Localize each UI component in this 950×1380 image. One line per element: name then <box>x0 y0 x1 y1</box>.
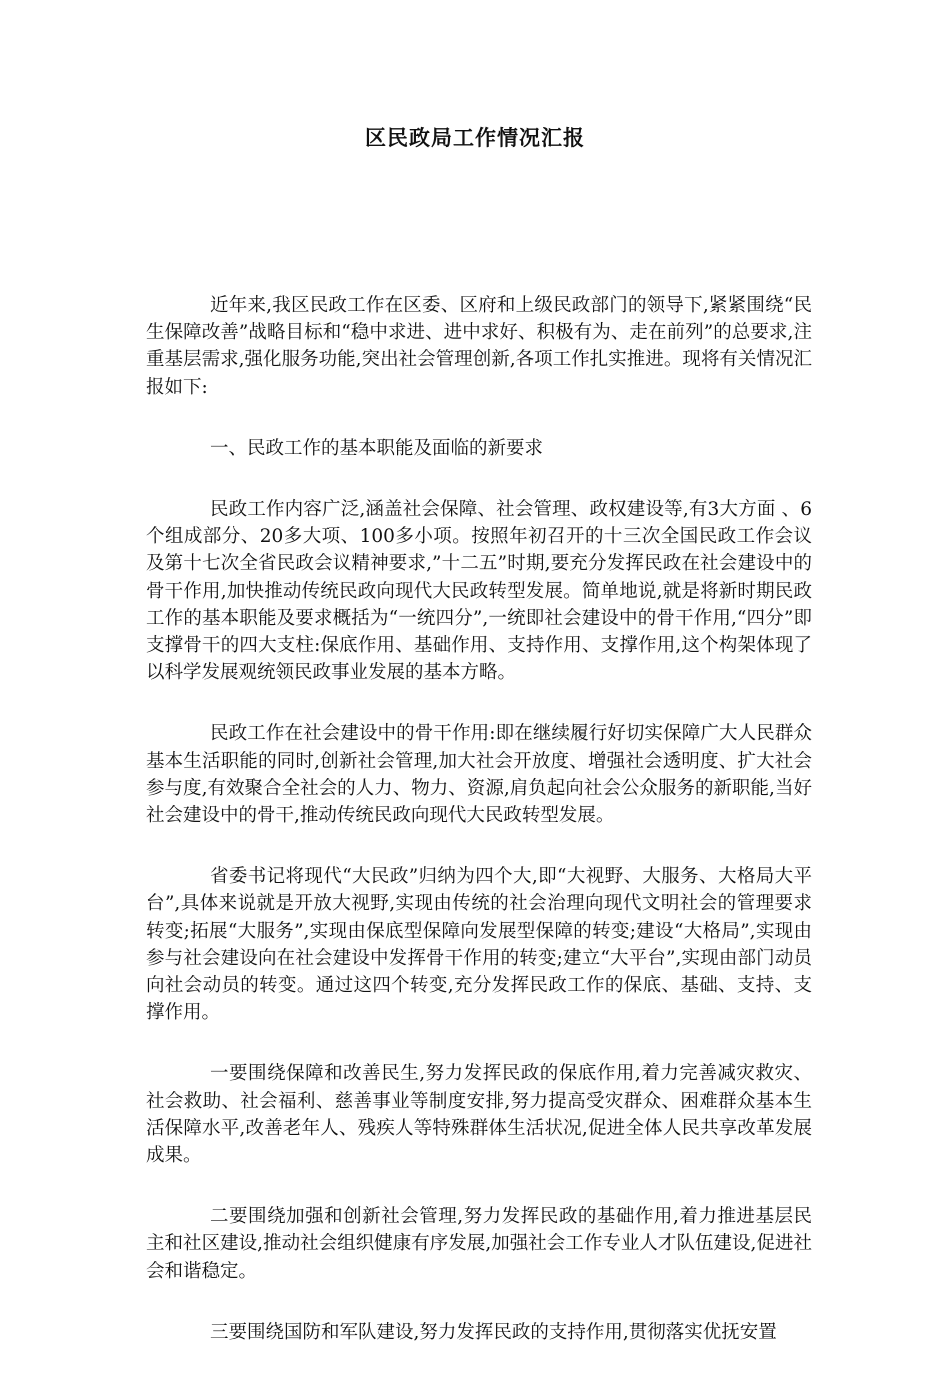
body-paragraph: 一要围绕保障和改善民生,努力发挥民政的保底作用,着力完善减灾救灾、社会救助、社会福利、慈善事业等制度安排,努力提高受灾群众、困难群众基本生活保障水平,改善老年人、残疾人等特殊群体生活状况,促进全体人民共享改革发展成果。 <box>146 1063 812 1167</box>
intro-paragraph: 近年来,我区民政工作在区委、区府和上级民政部门的领导下,紧紧围绕“民生保障改善”战略目标和“稳中求进、进中求好、积极有为、走在前列”的总要求,注重基层需求,强化服务功能,突出社会管理创新,各项工作扎实推进。现将有关情况汇报如下: <box>146 295 812 398</box>
body-paragraph: 民政工作在社会建设中的骨干作用:即在继续履行好切实保障广大人民群众基本生活职能的同时,创新社会管理,加大社会开放度、增强社会透明度、扩大社会参与度,有效聚合全社会的人力、物力、资源,肩负起向社会公众服务的新职能,当好社会建设中的骨干,推动传统民政向现代大民政转型发展。 <box>146 723 812 827</box>
document-body <box>146 292 812 1380</box>
body-paragraph: 二要围绕加强和创新社会管理,努力发挥民政的基础作用,着力推进基层民主和社区建设,推动社会组织健康有序发展,加强社会工作专业人才队伍建设,促进社会和谐稳定。 <box>146 1206 812 1282</box>
body-paragraph: 民政工作内容广泛,涵盖社会保障、社会管理、政权建设等,有3大方面 、6个组成部分、20多大项、100多小项。按照年初召开的十三次全国民政工作会议及第十七次全省民政会议精神要求,”十二五”时期,要充分发挥民政在社会建设中的骨干作用,加快推动传统民政向现代大民政转型发展。简单地说,就是将新时期民政工作的基本职能及要求概括为“一统四分”,一统即社会建设中的骨干作用,“四分”即支撑骨干的四大支柱:保底作用、基础作用、支持作用、支撑作用,这个构架体现了以科学发展观统领民政事业发展的基本方略。 <box>146 499 812 684</box>
body-paragraph: 省委书记将现代“大民政”归纳为四个大,即“大视野、大服务、大格局大平台”,具体来说就是开放大视野,实现由传统的社会治理向现代文明社会的管理要求转变;拓展“大服务”,实现由保底型保障向发展型保障的转变;建设“大格局”,实现由参与社会建设向在社会建设中发挥骨干作用的转变;建立“大平台”,实现由部门动员向社会动员的转变。通过这四个转变,充分发挥民政工作的保底、基础、支持、支撑作用。 <box>146 866 812 1024</box>
document-title: 区民政局工作情况汇报 <box>365 125 585 150</box>
section-heading-1: 一、民政工作的基本职能及面临的新要求 <box>210 437 544 459</box>
body-paragraph: 三要围绕国防和军队建设,努力发挥民政的支持作用,贯彻落实优抚安置 <box>210 1321 777 1343</box>
